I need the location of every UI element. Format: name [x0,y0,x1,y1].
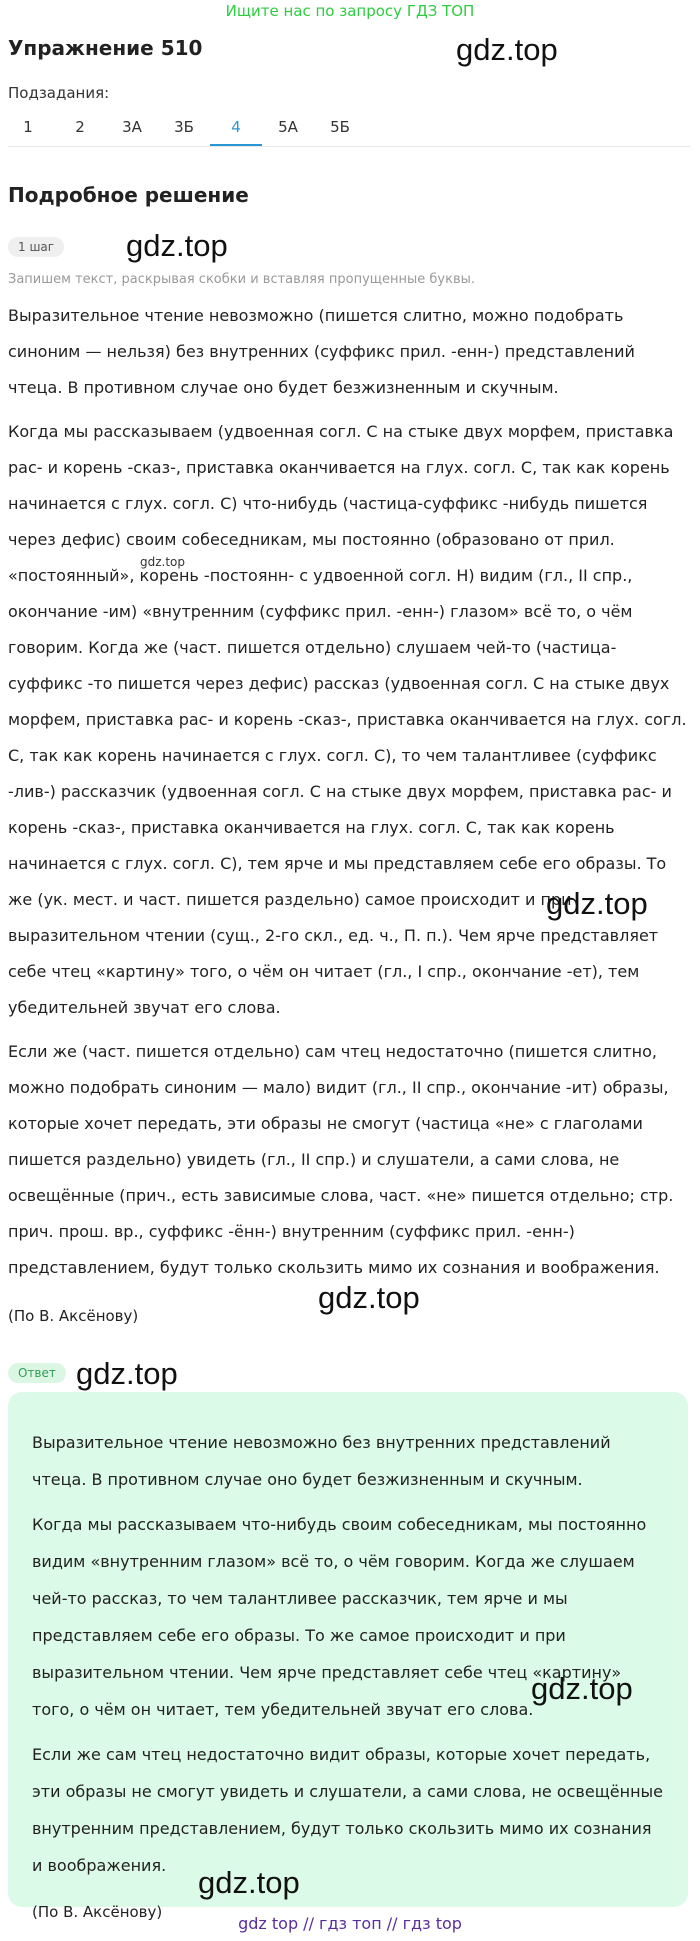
watermark: gdz.top [126,228,228,263]
footer-links[interactable]: gdz top // гдз топ // гдз top [238,1914,462,1933]
subtask-tab-2[interactable]: 2 [75,118,85,136]
subtask-tabs [0,110,366,146]
solution-text [8,298,688,1342]
answer-paragraph: Когда мы рассказываем что-нибудь своим собеседникам, мы постоянно видим «внутренним глазом» всё то, о чём говорим. Когда же слушаем чей-то рассказ, то чем талантливее рассказчик, тем ярче и мы представляем себе его образы. То же самое происходит и при выразительном чтении. Чем ярче представляет себе чтец «картину» того, о чём он читает, тем убедительней звучат его слова. [32,1515,647,1719]
watermark-small: gdz.top [140,555,186,569]
solution-title: Подробное решение [8,183,249,207]
watermark: gdz.top [76,1356,178,1391]
solution-paragraph: Выразительное чтение невозможно (пишется слитно, можно подобрать синоним — нельзя) без внутренних (суффикс прил. -енн-) представлений чтеца. В противном случае оно будет безжизненным и скучным. [8,306,635,397]
answer-paragraph: Если же сам чтец недостаточно видит образы, которые хочет передать, эти образы не смогут увидеть и слушатели, а сами слова, не освещённые внутренним представлением, будут только скользить мимо их сознания и воображения. [32,1745,664,1875]
subtask-tab-1[interactable]: 1 [23,118,33,136]
answer-box [8,1392,688,1921]
watermark: gdz.top [198,1865,300,1900]
search-banner: Ищите нас по запросу ГДЗ ТОП [225,2,475,20]
solution-source: (По В. Аксёнову) [8,1307,139,1325]
step-badge: 1 шаг [8,237,64,257]
watermark: gdz.top [456,32,558,67]
answer-paragraph: Выразительное чтение невозможно без внутренних представлений чтеца. В противном случае оно будет безжизненным и скучным. [32,1433,611,1489]
subtask-tab-3a[interactable]: 3А [122,118,142,136]
solution-paragraph: Когда мы рассказываем (удвоенная согл. С на стыке двух морфем, приставка рас- и корень -сказ-, приставка оканчивается на глух. согл. С, так как корень начинается с глух. согл. С) что-нибудь (частица-суффикс -нибудь пишется через дефис) своим собеседникам, мы постоянно (образовано от прил. «постоянный», корень -постоянн- с удвоенной согл. Н) видим (гл., II спр., окончание -им) «внутренним (суффикс прил. -енн-) глазом» всё то, о чём говорим. Когда же (част. пишется отдельно) слушаем чей-то (частица-суффикс -то пишется через дефис) рассказ (удвоенная согл. С на стыке двух морфем, приставка рас- и корень -сказ-, приставка оканчивается на глух. согл. С, так как корень начинается с глух. согл. С), то чем талантливее (суффикс -лив-) рассказчик (удвоенная согл. С на стыке двух морфем, приставка рас- и корень -сказ-, приставка оканчивается на глух. согл. С, так как корень начинается с глух. согл. С), тем ярче и мы представляем себе его образы. То же (ук. мест. и част. пишется раздельно) самое происходит и при выразительном чтении (сущ., 2-го скл., ед. ч., П. п.). Чем ярче представляет себе чтец «картину» того, о чём он читает (гл., I спр., окончание -ет), тем убедительней звучат его слова. [8,422,687,1017]
watermark: gdz.top [531,1671,633,1706]
subtasks-label: Подзадания: [8,84,110,102]
answer-source: (По В. Аксёнову) [32,1903,163,1921]
subtask-tab-5a[interactable]: 5А [278,118,298,136]
watermark: gdz.top [546,886,648,921]
exercise-title: Упражнение 510 [8,36,203,60]
watermark: gdz.top [318,1280,420,1315]
solution-paragraph: Если же (част. пишется отдельно) сам чтец недостаточно (пишется слитно, можно подобрать синоним — мало) видит (гл., II спр., окончание -ит) образы, которые хочет передать, эти образы не смогут (частица «не» с глаголами пишется раздельно) увидеть (гл., II спр.) и слушатели, а сами слова, не освещённые (прич., есть зависимые слова, част. «не» пишется отдельно; стр. прич. прош. вр., суффикс -ённ-) внутренним (суффикс прил. -енн-) представлением, будут только скользить мимо их сознания и воображения. [8,1042,674,1277]
divider [8,146,690,147]
subtask-tab-3b[interactable]: 3Б [174,118,194,136]
subtask-tab-4[interactable]: 4 [210,110,262,146]
step-hint: Запишем текст, раскрывая скобки и вставляя пропущенные буквы. [8,272,476,287]
answer-badge: Ответ [8,1363,66,1383]
subtask-tab-5b[interactable]: 5Б [330,118,350,136]
